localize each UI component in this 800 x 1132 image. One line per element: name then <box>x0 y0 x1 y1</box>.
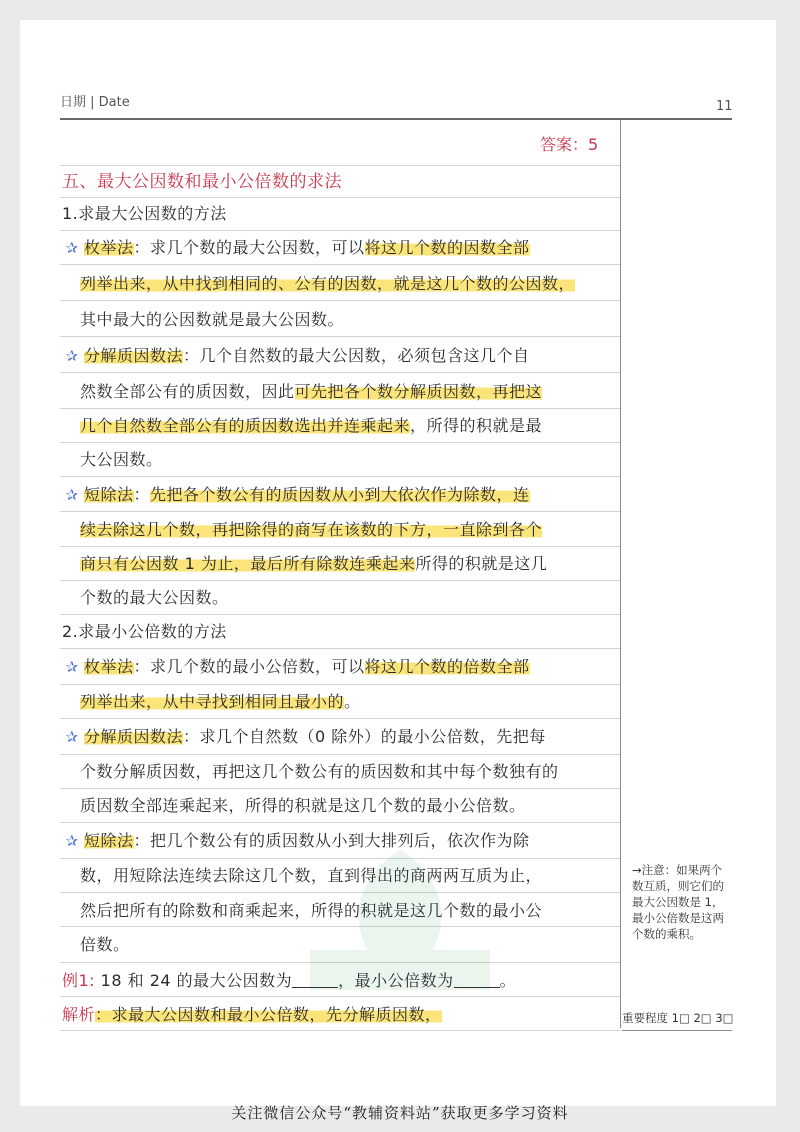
importance-rating: 重要程度 1□ 2□ 3□ <box>622 1011 734 1025</box>
ruled-line <box>60 300 620 301</box>
importance-divider <box>622 1030 732 1031</box>
star-pin-icon: ✰ <box>65 658 79 676</box>
star-pin-icon: ✰ <box>65 239 79 257</box>
p1-m1-line2 <box>80 269 575 299</box>
page-number: 11 <box>716 99 733 114</box>
method-name: 枚举法 <box>84 657 134 676</box>
p1-m1-line1 <box>62 233 530 263</box>
p1-m2-line1 <box>62 341 530 371</box>
section-title: 五、最大公因数和最小公倍数的求法 <box>62 172 342 192</box>
analysis-line <box>62 1000 442 1030</box>
ruled-line <box>60 511 620 512</box>
ruled-line <box>60 648 620 649</box>
method-name: 分解质因数法 <box>84 346 184 365</box>
ruled-line <box>60 754 620 755</box>
highlighted-text: 列举出来，从中寻找到相同且最小的 <box>80 692 345 711</box>
date-label: 日期 | Date <box>60 95 130 110</box>
line-text: ：求几个数的最大公因数，可以 <box>133 238 365 257</box>
p1-m2-line3 <box>80 411 542 441</box>
answer-label: 答案：5 <box>540 135 599 154</box>
margin-divider <box>620 120 621 1028</box>
highlighted-text: 可先把各个数分解质因数，再把这 <box>294 382 543 401</box>
p1-m3-line3 <box>80 549 547 579</box>
example-label: 例1: <box>62 971 96 990</box>
ruled-line <box>60 372 620 373</box>
part2-title: 2.求最小公倍数的方法 <box>62 622 227 641</box>
answer-blank <box>292 969 338 988</box>
ruled-line <box>60 788 620 789</box>
footer-caption: 关注微信公众号“教辅资料站”获取更多学习资料 <box>231 1104 569 1122</box>
p2-m3-line3: 然后把所有的除数和商乘起来，所得的积就是这几个数的最小公 <box>80 901 543 920</box>
star-pin-icon: ✰ <box>65 832 79 850</box>
p1-m3-line1 <box>62 480 530 510</box>
method-name: 短除法 <box>84 485 134 504</box>
star-pin-icon: ✰ <box>65 347 79 365</box>
line-text: ：求几个数的最小公倍数，可以 <box>133 657 365 676</box>
p1-m3-line4: 个数的最大公因数。 <box>80 588 229 607</box>
p2-m2-line3: 质因数全部连乘起来，所得的积就是这几个数的最小公倍数。 <box>80 796 526 815</box>
ruled-line <box>60 1030 620 1031</box>
star-pin-icon: ✰ <box>65 728 79 746</box>
ruled-line <box>60 476 620 477</box>
analysis-label: 解析 <box>62 1005 96 1024</box>
ruled-line <box>60 546 620 547</box>
part1-title: 1.求最大公因数的方法 <box>62 204 227 223</box>
side-note: →注意：如果两个数互质，则它们的最大公因数是 1，最小公倍数是这两个数的乘积。 <box>632 863 724 941</box>
line-text: 。 <box>344 692 361 711</box>
highlighted-text: 先把各个数公有的质因数从小到大依次作为除数，连 <box>150 485 530 504</box>
line-text: ：几个自然数的最大公因数，必须包含这几个自 <box>183 346 530 365</box>
p2-m2-line1 <box>62 722 546 752</box>
example-line <box>62 966 516 996</box>
highlighted-text: 将这几个数的因数全部 <box>364 238 530 257</box>
line-text: ，所得的积就是最 <box>410 416 543 435</box>
p1-m2-line4: 大公因数。 <box>80 450 163 469</box>
p1-m1-line3: 其中最大的公因数就是最大公因数。 <box>80 310 345 329</box>
p2-m2-line2: 个数分解质因数，再把这几个数公有的质因数和其中每个数独有的 <box>80 762 559 781</box>
method-name: 枚举法 <box>84 238 134 257</box>
p2-m1-line2 <box>80 687 361 717</box>
ruled-line <box>60 684 620 685</box>
line-text: ：求几个自然数（0 除外）的最小公倍数，先把每 <box>183 727 546 746</box>
example-text: 18 和 24 的最大公因数为 <box>95 971 293 990</box>
p2-m3-line4: 倍数。 <box>80 935 130 954</box>
header-divider <box>60 118 732 120</box>
ruled-line <box>60 336 620 337</box>
analysis-text: ：求最大公因数和最小公倍数，先分解质因数， <box>95 1005 442 1024</box>
ruled-line <box>60 718 620 719</box>
answer-blank <box>454 969 500 988</box>
p2-m3-line1 <box>62 826 530 856</box>
highlighted-text: 将这几个数的倍数全部 <box>364 657 530 676</box>
ruled-line <box>60 264 620 265</box>
line-text: 所得的积就是这几 <box>415 554 548 573</box>
ruled-line <box>60 197 620 198</box>
star-pin-icon: ✰ <box>65 486 79 504</box>
ruled-line <box>60 442 620 443</box>
line-text: ：把几个数公有的质因数从小到大排列后，依次作为除 <box>133 831 530 850</box>
example-text: ，最小公倍数为 <box>338 971 454 990</box>
ruled-line <box>60 230 620 231</box>
method-name: 短除法 <box>84 831 134 850</box>
highlighted-text: 商只有公因数 1 为止，最后所有除数连乘起来 <box>80 554 416 573</box>
ruled-line <box>60 408 620 409</box>
example-text: 。 <box>499 971 517 990</box>
ruled-line <box>60 580 620 581</box>
ruled-line <box>60 165 620 166</box>
p2-m1-line1 <box>62 652 530 682</box>
line-text: ： <box>133 485 151 504</box>
p2-m3-line2: 数，用短除法连续去除这几个数，直到得出的商两两互质为止， <box>80 866 543 885</box>
method-name: 分解质因数法 <box>84 727 184 746</box>
ruled-line <box>60 614 620 615</box>
p1-m3-line2 <box>80 515 542 545</box>
highlighted-text: 列举出来，从中找到相同的、公有的因数，就是这几个数的公因数， <box>80 274 576 293</box>
highlighted-text: 续去除这几个数，再把除得的商写在该数的下方，一直除到各个 <box>80 520 543 539</box>
line-text: 然数全部公有的质因数，因此 <box>80 382 295 401</box>
ruled-line <box>60 822 620 823</box>
highlighted-text: 几个自然数全部公有的质因数选出并连乘起来 <box>80 416 411 435</box>
p1-m2-line2 <box>80 377 542 407</box>
